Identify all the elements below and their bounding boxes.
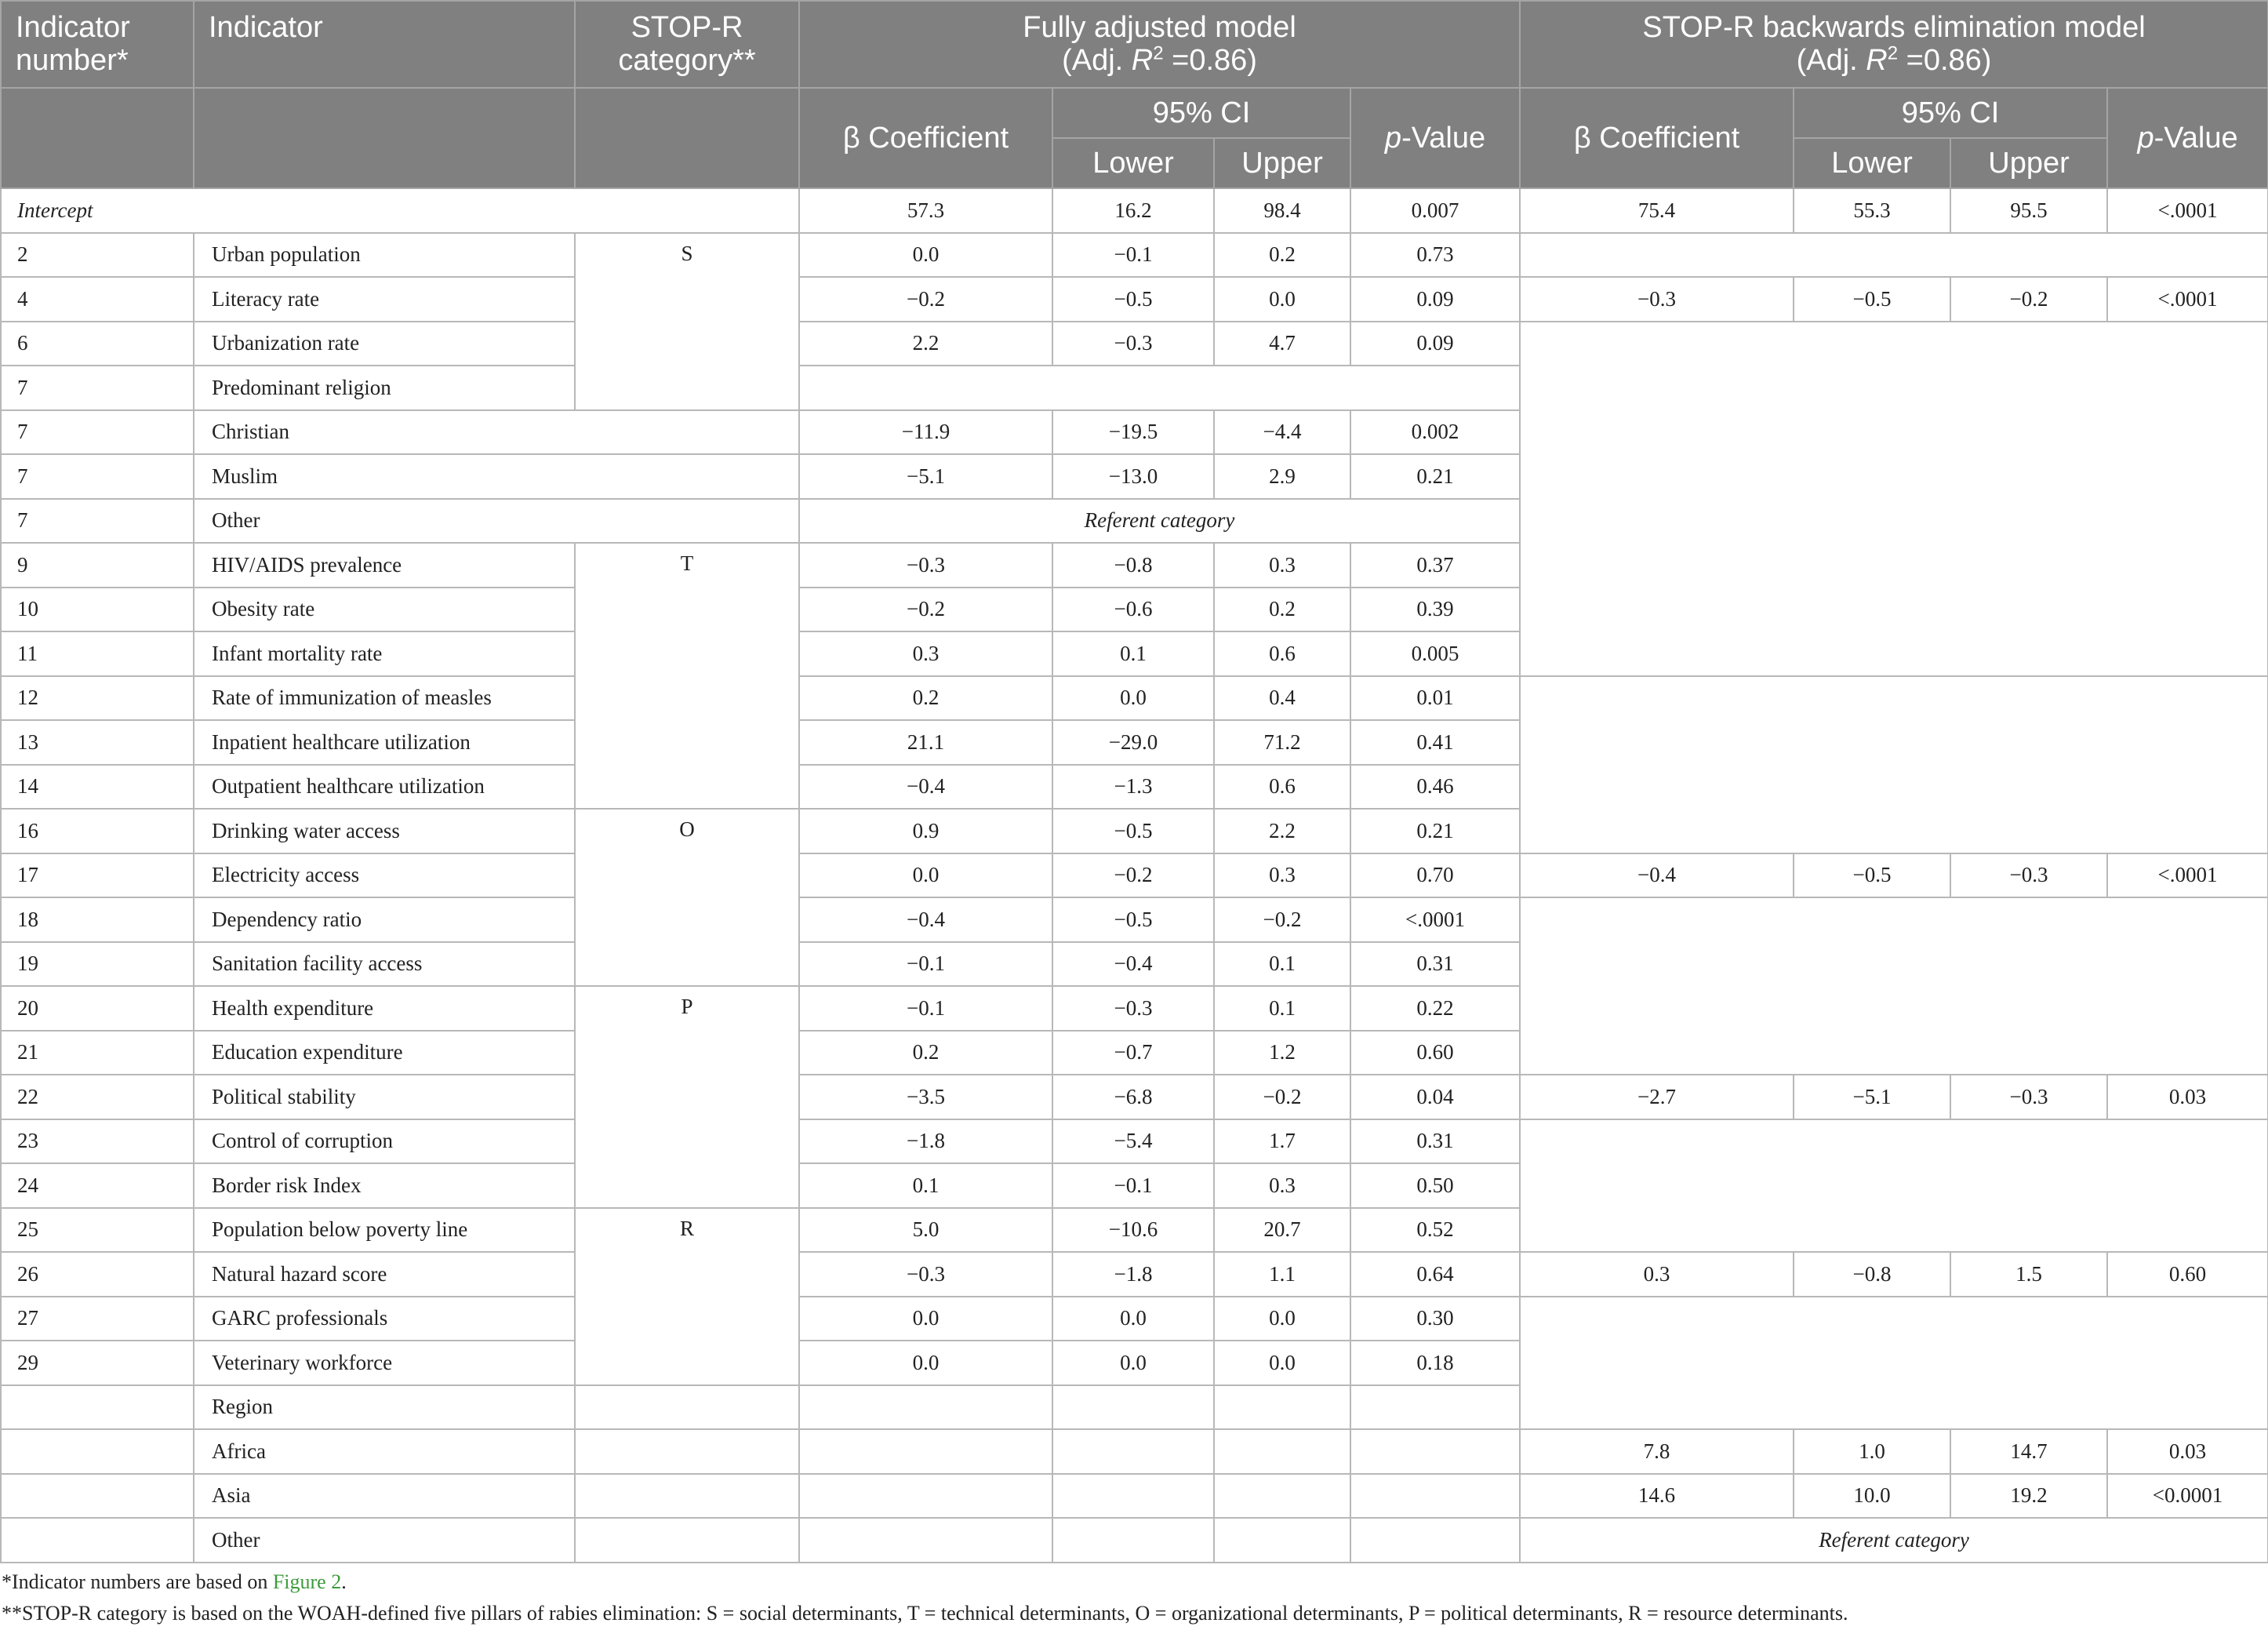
cell-indicator-name: Urban population <box>194 233 575 278</box>
cell-indicator-name: Outpatient healthcare utilization <box>194 765 575 810</box>
cell-indicator-number: 16 <box>1 809 194 853</box>
cell-region-name: Africa <box>194 1429 575 1474</box>
cell-full-lower: −19.5 <box>1052 410 1214 455</box>
cell-indicator-name: Political stability <box>194 1075 575 1119</box>
cell-empty <box>575 1429 799 1474</box>
footnotes <box>0 1566 2268 1629</box>
cell-empty <box>799 1518 1052 1563</box>
cell-full-lower: −29.0 <box>1052 720 1214 765</box>
cell-full-lower: −10.6 <box>1052 1208 1214 1253</box>
cell-full-pvalue: 0.09 <box>1350 277 1520 322</box>
table-row-asia <box>1 1474 2268 1519</box>
cell-full-referent: Referent category <box>799 499 1520 544</box>
cell-indicator-name: Dependency ratio <box>194 897 575 942</box>
cell-full-beta: 0.9 <box>799 809 1052 853</box>
cell-empty <box>1 1518 194 1563</box>
cell-empty <box>1214 1385 1350 1430</box>
cell-be-upper: −0.3 <box>1950 1075 2107 1119</box>
cell-full-pvalue: 0.39 <box>1350 588 1520 632</box>
cell-be-pvalue: <0.0001 <box>2107 1474 2268 1519</box>
header-full-upper: Upper <box>1214 138 1350 188</box>
cell-indicator-number: 27 <box>1 1297 194 1341</box>
full-model-fit: (Adj. $R^2 =0.86$) <box>1062 42 1257 77</box>
cell-be-lower: 55.3 <box>1794 188 1950 233</box>
cell-be-pvalue: <.0001 <box>2107 188 2268 233</box>
cell-empty <box>575 1518 799 1563</box>
cell-full-upper: 0.1 <box>1214 942 1350 987</box>
cell-indicator-name: Muslim <box>194 454 799 499</box>
cell-full-lower: 0.0 <box>1052 1341 1214 1385</box>
cell-be-lower: −0.5 <box>1794 277 1950 322</box>
cell-indicator-number: 19 <box>1 942 194 987</box>
footnote-stopr-category: **STOP-R category is based on the WOAH-defined five pillars of rabies elimination: S = social determinants, T = technical determinants, O = organizational determinants, P = political determinants, R = resource determinants. <box>2 1601 1848 1625</box>
cell-empty <box>1214 1518 1350 1563</box>
cell-full-upper: 4.7 <box>1214 322 1350 366</box>
cell-full-beta: −0.4 <box>799 765 1052 810</box>
cell-full-pvalue: 0.22 <box>1350 986 1520 1031</box>
cell-full-upper: 20.7 <box>1214 1208 1350 1253</box>
cell-indicator-number: 4 <box>1 277 194 322</box>
cell-full-pvalue: 0.21 <box>1350 454 1520 499</box>
cell-be-pvalue: <.0001 <box>2107 853 2268 898</box>
cell-indicator-number: 7 <box>1 454 194 499</box>
cell-full-lower: −0.1 <box>1052 233 1214 278</box>
header-full-pvalue: p-Value <box>1350 88 1520 188</box>
cell-full-lower: −0.5 <box>1052 277 1214 322</box>
cell-full-beta: 0.0 <box>799 853 1052 898</box>
cell-be-upper: 14.7 <box>1950 1429 2107 1474</box>
header-blank-3 <box>575 88 799 188</box>
table-row <box>1 676 2268 721</box>
cell-full-beta: −0.1 <box>799 986 1052 1031</box>
cell-full-beta: −0.3 <box>799 1252 1052 1297</box>
cell-indicator-name: Literacy rate <box>194 277 575 322</box>
cell-full-lower: −0.3 <box>1052 322 1214 366</box>
cell-full-lower: 0.1 <box>1052 631 1214 676</box>
cell-indicator-number: 25 <box>1 1208 194 1253</box>
cell-be-referent: Referent category <box>1520 1518 2268 1563</box>
cell-empty <box>1052 1518 1214 1563</box>
cell-be-empty-block-1 <box>1520 322 2268 676</box>
cell-be-pvalue: 0.03 <box>2107 1075 2268 1119</box>
cell-full-upper: 71.2 <box>1214 720 1350 765</box>
cell-full-beta: 2.2 <box>799 322 1052 366</box>
header-stopr-category: STOP-R category** <box>575 1 799 88</box>
cell-indicator-number: 14 <box>1 765 194 810</box>
cell-full-upper: −0.2 <box>1214 897 1350 942</box>
cell-indicator-number: 9 <box>1 543 194 588</box>
cell-full-pvalue: 0.46 <box>1350 765 1520 810</box>
cell-be-upper: −0.2 <box>1950 277 2107 322</box>
cell-full-lower: −0.8 <box>1052 543 1214 588</box>
cell-full-beta: 5.0 <box>799 1208 1052 1253</box>
cell-full-lower: −0.1 <box>1052 1163 1214 1208</box>
cell-indicator-name: Natural hazard score <box>194 1252 575 1297</box>
cell-empty <box>1350 1385 1520 1430</box>
cell-full-pvalue: 0.04 <box>1350 1075 1520 1119</box>
cell-indicator-number: 18 <box>1 897 194 942</box>
header-fully-adjusted-model <box>799 1 1520 88</box>
cell-empty <box>575 1474 799 1519</box>
cell-full-pvalue: 0.002 <box>1350 410 1520 455</box>
cell-full-beta: −1.8 <box>799 1119 1052 1164</box>
header-full-beta: β Coefficient <box>799 88 1052 188</box>
cell-full-lower: −0.2 <box>1052 853 1214 898</box>
cell-be-empty-block-3 <box>1520 897 2268 1075</box>
cell-full-beta: 21.1 <box>799 720 1052 765</box>
cell-indicator-number: 24 <box>1 1163 194 1208</box>
cell-full-upper: 98.4 <box>1214 188 1350 233</box>
cell-indicator-number: 21 <box>1 1031 194 1075</box>
cell-full-upper: 0.6 <box>1214 765 1350 810</box>
cell-indicator-name: Obesity rate <box>194 588 575 632</box>
cell-full-beta: 0.2 <box>799 1031 1052 1075</box>
cell-be-empty-block-2 <box>1520 676 2268 853</box>
cell-category-r: R <box>575 1208 799 1385</box>
table-row <box>1 1119 2268 1164</box>
cell-full-beta: −0.3 <box>799 543 1052 588</box>
cell-full-upper: 0.3 <box>1214 853 1350 898</box>
footnote-1-suffix: . <box>341 1570 347 1593</box>
cell-full-upper: 0.4 <box>1214 676 1350 721</box>
cell-full-beta: 0.2 <box>799 676 1052 721</box>
cell-full-lower: 16.2 <box>1052 188 1214 233</box>
cell-be-upper: −0.3 <box>1950 853 2107 898</box>
cell-indicator-name: Urbanization rate <box>194 322 575 366</box>
cell-full-lower: −0.6 <box>1052 588 1214 632</box>
header-full-lower: Lower <box>1052 138 1214 188</box>
cell-be-lower: −0.8 <box>1794 1252 1950 1297</box>
header-be-beta: β Coefficient <box>1520 88 1794 188</box>
cell-full-lower: −1.3 <box>1052 765 1214 810</box>
cell-empty <box>1350 1474 1520 1519</box>
cell-region-label: Region <box>194 1385 575 1430</box>
cell-full-pvalue: 0.31 <box>1350 942 1520 987</box>
cell-full-beta: −0.1 <box>799 942 1052 987</box>
cell-be-lower: 10.0 <box>1794 1474 1950 1519</box>
cell-empty <box>1350 1518 1520 1563</box>
cell-empty <box>1350 1429 1520 1474</box>
cell-full-beta: 0.1 <box>799 1163 1052 1208</box>
cell-indicator-number: 29 <box>1 1341 194 1385</box>
cell-be-empty-block-5 <box>1520 1297 2268 1430</box>
cell-indicator-number: 20 <box>1 986 194 1031</box>
header-backwards-elimination-model <box>1520 1 2268 88</box>
cell-full-beta: 0.3 <box>799 631 1052 676</box>
cell-empty <box>1 1385 194 1430</box>
cell-full-upper: −0.2 <box>1214 1075 1350 1119</box>
cell-full-upper: 0.2 <box>1214 233 1350 278</box>
cell-empty <box>1052 1429 1214 1474</box>
cell-full-pvalue: 0.73 <box>1350 233 1520 278</box>
cell-indicator-name: Veterinary workforce <box>194 1341 575 1385</box>
cell-indicator-name: Population below poverty line <box>194 1208 575 1253</box>
cell-indicator-number: 23 <box>1 1119 194 1164</box>
cell-empty <box>1052 1385 1214 1430</box>
cell-full-beta: −11.9 <box>799 410 1052 455</box>
table-row-intercept <box>1 188 2268 233</box>
footnote-1-text: *Indicator numbers are based on <box>2 1570 273 1593</box>
cell-indicator-number: 22 <box>1 1075 194 1119</box>
cell-full-pvalue: 0.007 <box>1350 188 1520 233</box>
cell-full-beta: −0.2 <box>799 277 1052 322</box>
cell-be-beta: −2.7 <box>1520 1075 1794 1119</box>
cell-full-pvalue: 0.64 <box>1350 1252 1520 1297</box>
header-full-ci: 95% CI <box>1052 88 1350 138</box>
cell-indicator-number: 12 <box>1 676 194 721</box>
cell-be-beta: −0.3 <box>1520 277 1794 322</box>
cell-be-lower: 1.0 <box>1794 1429 1950 1474</box>
cell-be-pvalue: <.0001 <box>2107 277 2268 322</box>
cell-full-beta: 57.3 <box>799 188 1052 233</box>
cell-indicator-number: 17 <box>1 853 194 898</box>
cell-be-beta: 14.6 <box>1520 1474 1794 1519</box>
cell-indicator-name: Control of corruption <box>194 1119 575 1164</box>
cell-full-lower: −0.4 <box>1052 942 1214 987</box>
cell-full-beta: −3.5 <box>799 1075 1052 1119</box>
full-model-title: Fully adjusted model <box>1023 11 1296 44</box>
table-row <box>1 1252 2268 1297</box>
cell-full-pvalue: 0.60 <box>1350 1031 1520 1075</box>
cell-full-lower: −1.8 <box>1052 1252 1214 1297</box>
cell-full-pvalue: 0.01 <box>1350 676 1520 721</box>
cell-category-o: O <box>575 809 799 986</box>
header-be-pvalue: p-Value <box>2107 88 2268 188</box>
cell-full-lower: −0.3 <box>1052 986 1214 1031</box>
cell-empty <box>799 1385 1052 1430</box>
table-row <box>1 853 2268 898</box>
cell-indicator-name: Predominant religion <box>194 366 575 410</box>
cell-empty <box>799 1474 1052 1519</box>
cell-be-beta: 75.4 <box>1520 188 1794 233</box>
cell-indicator-name: Drinking water access <box>194 809 575 853</box>
cell-indicator-name: Border risk Index <box>194 1163 575 1208</box>
header-indicator: Indicator <box>194 1 575 88</box>
cell-full-lower: −0.7 <box>1052 1031 1214 1075</box>
table-row <box>1 233 2268 278</box>
cell-indicator-number: 7 <box>1 410 194 455</box>
cell-be-empty <box>1520 233 2268 278</box>
cell-full-beta: 0.0 <box>799 1341 1052 1385</box>
cell-indicator-number: 2 <box>1 233 194 278</box>
cell-indicator-name: Infant mortality rate <box>194 631 575 676</box>
cell-full-pvalue: 0.18 <box>1350 1341 1520 1385</box>
cell-indicator-name: GARC professionals <box>194 1297 575 1341</box>
table-row-africa <box>1 1429 2268 1474</box>
cell-full-empty <box>799 366 1520 410</box>
cell-full-lower: −13.0 <box>1052 454 1214 499</box>
cell-full-upper: 0.0 <box>1214 1341 1350 1385</box>
cell-empty <box>1 1429 194 1474</box>
table-body <box>1 188 2268 1563</box>
cell-indicator-number: 7 <box>1 499 194 544</box>
be-model-fit: (Adj. $R^2 =0.86$) <box>1796 42 1992 77</box>
table-row <box>1 897 2268 942</box>
cell-full-upper: 2.9 <box>1214 454 1350 499</box>
cell-be-lower: −0.5 <box>1794 853 1950 898</box>
cell-full-lower: −5.4 <box>1052 1119 1214 1164</box>
cell-full-pvalue: 0.09 <box>1350 322 1520 366</box>
cell-full-upper: 2.2 <box>1214 809 1350 853</box>
figure-2-link[interactable]: Figure 2 <box>272 1570 342 1593</box>
cell-full-pvalue: <.0001 <box>1350 897 1520 942</box>
cell-indicator-number: 13 <box>1 720 194 765</box>
cell-empty <box>799 1429 1052 1474</box>
cell-full-upper: 0.1 <box>1214 986 1350 1031</box>
cell-full-beta: 0.0 <box>799 1297 1052 1341</box>
table-row-other-region <box>1 1518 2268 1563</box>
cell-full-pvalue: 0.21 <box>1350 809 1520 853</box>
cell-full-upper: 0.3 <box>1214 543 1350 588</box>
cell-be-upper: 19.2 <box>1950 1474 2107 1519</box>
cell-empty <box>1214 1429 1350 1474</box>
cell-indicator-number: 7 <box>1 366 194 410</box>
cell-empty <box>575 1385 799 1430</box>
cell-full-pvalue: 0.70 <box>1350 853 1520 898</box>
cell-indicator-name: Inpatient healthcare utilization <box>194 720 575 765</box>
cell-full-upper: 1.2 <box>1214 1031 1350 1075</box>
cell-indicator-number: 6 <box>1 322 194 366</box>
cell-empty <box>1 1474 194 1519</box>
cell-indicator-number: 11 <box>1 631 194 676</box>
cell-indicator-name: Education expenditure <box>194 1031 575 1075</box>
header-be-upper: Upper <box>1950 138 2107 188</box>
header-be-ci: 95% CI <box>1794 88 2107 138</box>
cell-indicator-name: Electricity access <box>194 853 575 898</box>
cell-indicator-name: Other <box>194 499 799 544</box>
cell-full-upper: 0.6 <box>1214 631 1350 676</box>
cell-full-beta: −0.4 <box>799 897 1052 942</box>
footnote-indicator-numbers <box>0 1566 2268 1598</box>
cell-full-upper: 1.1 <box>1214 1252 1350 1297</box>
cell-full-pvalue: 0.52 <box>1350 1208 1520 1253</box>
cell-full-upper: 0.3 <box>1214 1163 1350 1208</box>
table-row <box>1 322 2268 366</box>
cell-full-pvalue: 0.37 <box>1350 543 1520 588</box>
cell-full-upper: 1.7 <box>1214 1119 1350 1164</box>
cell-full-pvalue: 0.005 <box>1350 631 1520 676</box>
cell-indicator-name: Rate of immunization of measles <box>194 676 575 721</box>
cell-full-pvalue: 0.31 <box>1350 1119 1520 1164</box>
table-row <box>1 277 2268 322</box>
cell-full-pvalue: 0.50 <box>1350 1163 1520 1208</box>
cell-indicator-name: Sanitation facility access <box>194 942 575 987</box>
cell-be-pvalue: 0.60 <box>2107 1252 2268 1297</box>
cell-indicator-name: HIV/AIDS prevalence <box>194 543 575 588</box>
cell-indicator-name: Health expenditure <box>194 986 575 1031</box>
cell-be-beta: 0.3 <box>1520 1252 1794 1297</box>
header-blank-2 <box>194 88 575 188</box>
cell-be-upper: 95.5 <box>1950 188 2107 233</box>
cell-full-beta: −5.1 <box>799 454 1052 499</box>
cell-be-beta: 7.8 <box>1520 1429 1794 1474</box>
table-row <box>1 1297 2268 1341</box>
cell-category-p: P <box>575 986 799 1208</box>
cell-indicator-name: Christian <box>194 410 799 455</box>
cell-full-upper: 0.0 <box>1214 1297 1350 1341</box>
cell-indicator-number: 26 <box>1 1252 194 1297</box>
cell-category-s: S <box>575 233 799 410</box>
cell-empty <box>1052 1474 1214 1519</box>
cell-empty <box>1214 1474 1350 1519</box>
table-row <box>1 1075 2268 1119</box>
table-header <box>1 1 2268 188</box>
cell-full-lower: 0.0 <box>1052 1297 1214 1341</box>
cell-full-lower: −0.5 <box>1052 809 1214 853</box>
cell-indicator-number: 10 <box>1 588 194 632</box>
header-be-lower: Lower <box>1794 138 1950 188</box>
cell-full-pvalue: 0.41 <box>1350 720 1520 765</box>
cell-be-upper: 1.5 <box>1950 1252 2107 1297</box>
cell-full-beta: 0.0 <box>799 233 1052 278</box>
cell-category-t: T <box>575 543 799 809</box>
cell-full-lower: −0.5 <box>1052 897 1214 942</box>
header-blank-1 <box>1 88 194 188</box>
cell-be-pvalue: 0.03 <box>2107 1429 2268 1474</box>
cell-full-lower: −6.8 <box>1052 1075 1214 1119</box>
cell-full-upper: −4.4 <box>1214 410 1350 455</box>
intercept-label: Intercept <box>1 188 799 233</box>
be-model-title: STOP-R backwards elimination model <box>1642 11 2146 44</box>
cell-region-name: Asia <box>194 1474 575 1519</box>
cell-region-name: Other <box>194 1518 575 1563</box>
cell-full-upper: 0.2 <box>1214 588 1350 632</box>
cell-be-lower: −5.1 <box>1794 1075 1950 1119</box>
cell-be-beta: −0.4 <box>1520 853 1794 898</box>
cell-full-upper: 0.0 <box>1214 277 1350 322</box>
cell-full-beta: −0.2 <box>799 588 1052 632</box>
cell-full-lower: 0.0 <box>1052 676 1214 721</box>
cell-full-pvalue: 0.30 <box>1350 1297 1520 1341</box>
header-indicator-number: Indicator number* <box>1 1 194 88</box>
cell-be-empty-block-4 <box>1520 1119 2268 1253</box>
